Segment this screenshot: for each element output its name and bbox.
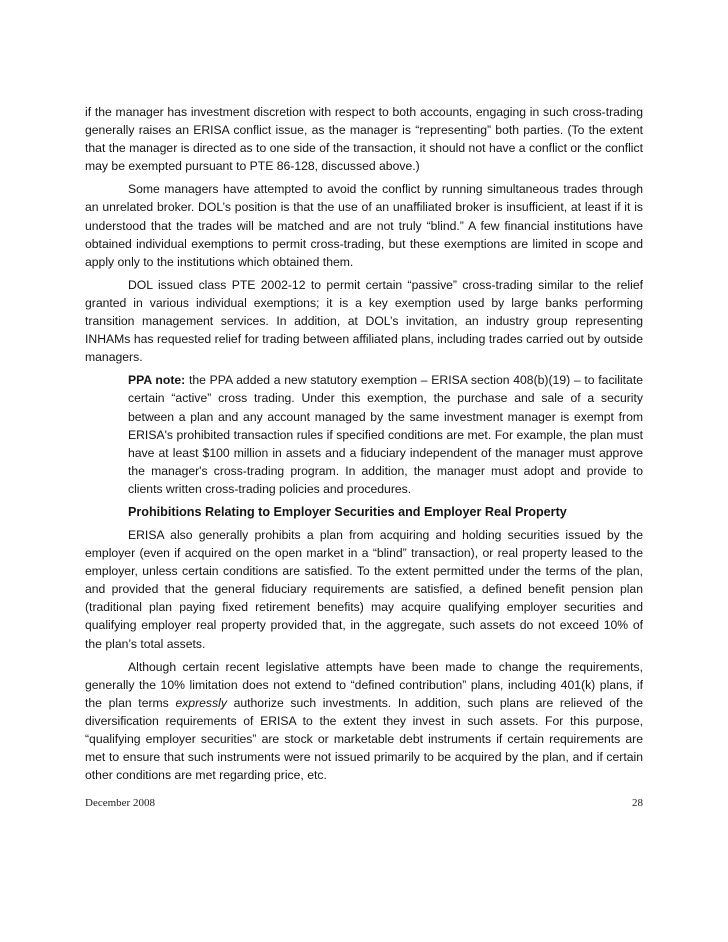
paragraph-defined-contribution [85,658,643,785]
page-number: 28 [632,797,643,809]
ppa-note-label: PPA note: [128,373,186,388]
page-footer [85,797,643,809]
ppa-note [128,371,643,498]
paragraph-employer-securities: ERISA also generally prohibits a plan from acquiring and holding securities issued by the employer (even if acquired on the open market in a “blind” transaction), or real property leased to the employer, unless certain conditions are satisfied. To the extent permitted under the terms of the plan, and provided that the general fiduciary requirements are satisfied, a defined benefit pension plan (traditional plan paying fixed retirement benefits) may acquire qualifying employer securities and qualifying employer real property provided that, in the aggregate, such assets do not exceed 10% of the plan’s total assets. [85,527,643,651]
paragraph-class-pte: DOL issued class PTE 2002-12 to permit certain “passive” cross-trading similar to the relief granted in various individual exemptions; it is a key exemption used by large banks performing transition management services. In addition, at DOL’s invitation, an industry group representing INHAMs has requested relief for trading between affiliated plans, including trades carried out by outside managers. [85,277,643,365]
paragraph-defined-contribution-part2: authorize such investments. In addition, such plans are relieved of the diversification requirements of ERISA to the extent they invest in such assets. For this purpose, “qualifying employer securities” are stock or marketable debt instruments if certain requirements are met to ensure that such instruments were not issued primarily to be acquired by the plan, and if certain other conditions are met regarding price, etc. [85,695,643,783]
emphasis-expressly: expressly [175,695,227,710]
paragraph-defined-contribution-part1: Although certain recent legislative attempts have been made to change the requirements, generally the 10% limitation does not extend to “defined contribution” plans, including 401(k) plans, if the plan terms [85,659,643,710]
document-body [85,103,643,789]
section-heading: Prohibitions Relating to Employer Securities and Employer Real Property [128,504,567,519]
paragraph-unrelated-broker: Some managers have attempted to avoid the conflict by running simultaneous trades through an unrelated broker. DOL’s position is that the use of an unaffiliated broker is insufficient, at least if it is understood that the trades will be matched and are not truly “blind.” A few financial institutions have obtained individual exemptions to permit cross-trading, but these exemptions are limited in scope and apply only to the institutions which obtained them. [85,182,643,269]
ppa-note-text: the PPA added a new statutory exemption – ERISA section 408(b)(19) – to facilitate certain “active” cross trading. Under this exemption, the purchase and sale of a security between a plan and any account managed by the same investment manager is exempt from ERISA's prohibited transaction rules if specified conditions are met. For example, the plan must have at least $100 million in assets and a fiduciary independent of the manager must approve the manager's cross-trading program. In addition, the manager must adopt and provide to clients written cross-trading policies and procedures. [128,373,643,496]
footer-date: December 2008 [85,797,155,809]
paragraph-cross-trading-conflict: if the manager has investment discretion with respect to both accounts, engaging in such cross-trading generally raises an ERISA conflict issue, as the manager is “representing” both parties. (To the extent that the manager is directed as to one side of the transaction, it should not have a conflict or the conflict may be exempted pursuant to PTE 86-128, discussed above.) [85,105,643,174]
